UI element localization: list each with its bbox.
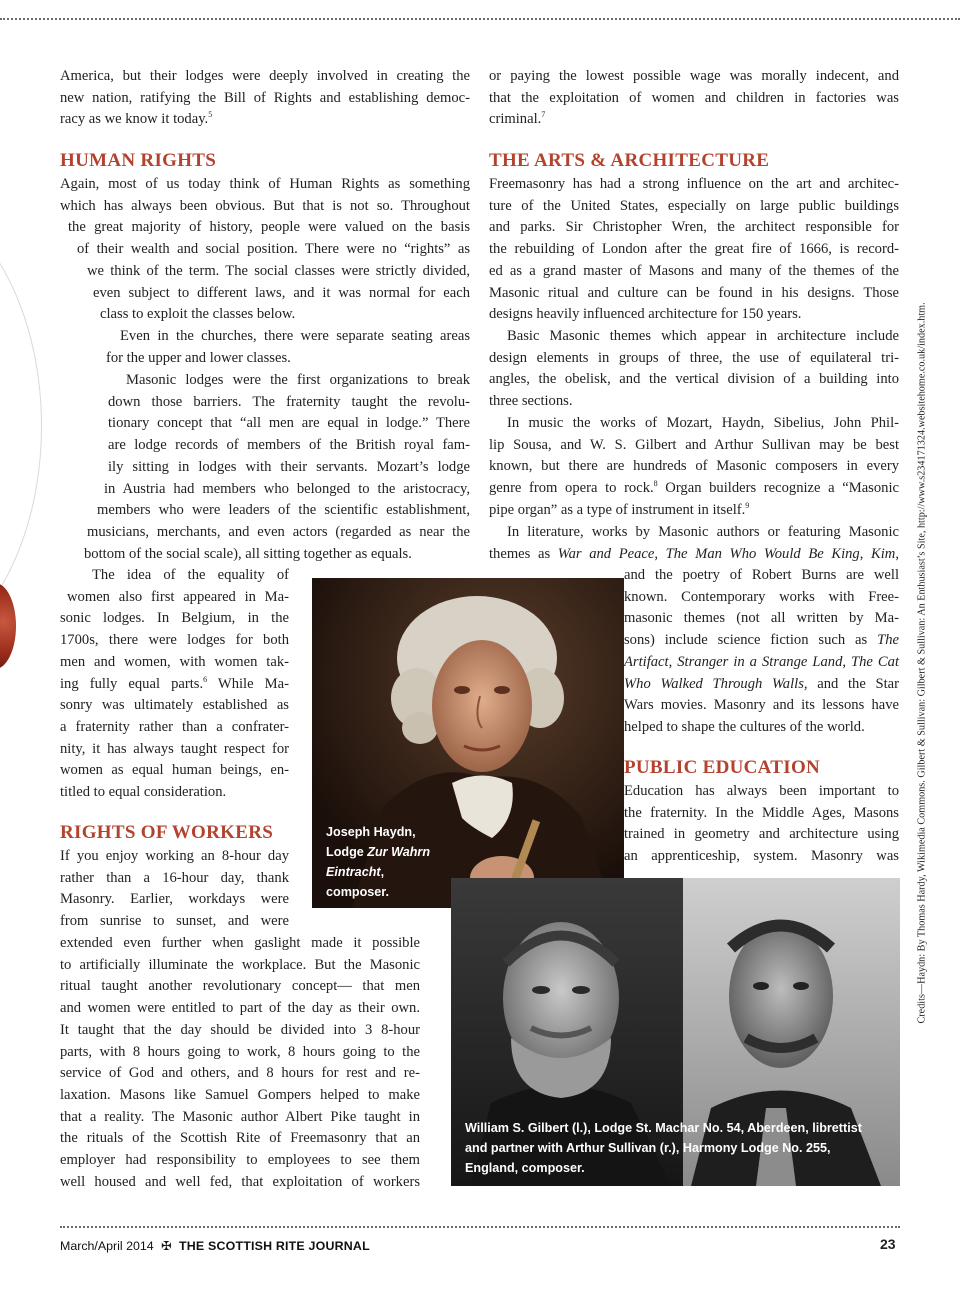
heading-human-rights: HUMAN RIGHTS bbox=[60, 150, 217, 171]
arts-paragraph-3: In music the works of Mozart, Haydn, Sibelius, John Phil- lip Sousa, and W. S. Gilbert and Arthur Sullivan may be best known, but there are hundreds of Masonic composers in every genre from opera to rock.$^8$ Organ builders recognize a “Masonic pipe organ” as a type of instrument in itself.$^9$ bbox=[489, 415, 899, 518]
human-rights-paragraph-1: Again, most of us today think of Human Rights as something which has always been obvious. But that is not so. Throughout the great majority of history, people were valued on the basis of their wealth and social position. There were no “rights” as we think of the term. The social classes were strictly divided, even subject to different laws, and it was normal for each class to exploit the classes below. bbox=[60, 176, 470, 323]
maltese-cross-icon: ✠ bbox=[161, 1239, 172, 1253]
decorative-red-orb bbox=[0, 583, 16, 669]
arts-paragraph-4-short: and the poetry of Robert Burns are well known. Contemporary works with Free- masonic themes (not all written by Ma- sons) include science fiction such as The Artifact, Stranger in a Strange Land, The Cat Who Walked Through Walls, and the Star Wars movies. Masonry and its lessons have helped to shape the cultures of the world. bbox=[624, 567, 900, 735]
human-rights-paragraph-2: Even in the churches, there were separate seating areas for the upper and lower classes. bbox=[106, 328, 470, 366]
education-paragraph: Education has always been important to the fraternity. In the Middle Ages, Masons trained in geometry and architecture using an apprenticeship, system. Masonry was bbox=[624, 783, 899, 865]
workers-paragraph-short: If you enjoy working an 8-hour day rather than a 16-hour day, thank Masonry. Earlier, workdays were from sunrise to sunset, and were bbox=[60, 848, 289, 930]
heading-rights-of-workers: RIGHTS OF WORKERS bbox=[60, 822, 274, 843]
footnote-ref: 9 bbox=[745, 500, 750, 510]
footer-journal-title: THE SCOTTISH RITE JOURNAL bbox=[178, 1239, 370, 1253]
heading-arts-architecture: THE ARTS & ARCHITECTURE bbox=[489, 150, 770, 171]
right-intro-paragraph: or paying the lowest possible wage was morally indecent, and that the exploitation of women and children in factories was criminal.$^7$ bbox=[489, 68, 899, 128]
footnote-ref: 6 bbox=[203, 674, 208, 684]
arts-paragraph-1: Freemasonry has had a strong influence on the art and architec- ture of the United States, especially on large public buildings and parks. Sir Christopher Wren, the architect responsible for the rebuilding of London after the great fire of 1666, is record- ed as a grand master of Masons and many of the themes of the Masonic ritual and culture can be found in his designs. Those designs heavily influenced architecture for 150 years. bbox=[489, 176, 899, 323]
gilbert-sullivan-caption: William S. Gilbert (l.), Lodge St. Machar No. 54, Aberdeen, librettist and partner with Arthur Sullivan (r.), Harmony Lodge No. 255, England, composer. bbox=[465, 1121, 862, 1175]
haydn-portrait-photo bbox=[312, 578, 624, 908]
haydn-caption: Joseph Haydn, Lodge Zur Wahrn Eintracht, composer. bbox=[326, 825, 431, 899]
top-dotted-rule bbox=[0, 18, 960, 20]
footer-issue: March/April 2014 bbox=[60, 1239, 154, 1253]
workers-paragraph-long: extended even further when gaslight made it possible to artificially illuminate the workplace. But the Masonic ritual taught another revolutionary concept— that men and women were entitled to part of the day as their own. It taught that the day should be divided into 3 8-hour parts, with 8 hours going to work, 8 hours going to the service of God and others, and 8 hours for rest and re- laxation. Masons like Samuel Gompers helped to make that a reality. The Masonic author Albert Pike taught in the rituals of the Scottish Rite of Freemasonry that an employer had responsibility to employees to see them well housed and well fed, that exploitation of workers bbox=[60, 935, 420, 1190]
photo-credits-text: Credits—Haydn: By Thomas Hardy, Wikimedia Commons. Gilbert & Sullivan: Gilbert & Sullivan: An Enthusiast’s Site, http://www.s234171324.websitehome.co.uk/index.htm. bbox=[916, 302, 928, 1024]
footer bbox=[60, 1238, 370, 1253]
heading-public-education: PUBLIC EDUCATION bbox=[624, 757, 821, 778]
footnote-ref: 5 bbox=[208, 110, 213, 120]
left-intro-paragraph: America, but their lodges were deeply involved in creating the new nation, ratifying the Bill of Rights and establishing democ- racy as we know it today.$^5$ bbox=[60, 68, 470, 128]
human-rights-paragraph-4: The idea of the equality of women also first appeared in Ma- sonic lodges. In Belgium, in the 1700s, there were lodges for both men and women, with women tak- ing fully equal parts.$^6$ While Ma- sonry was ultimately established as a fraternity rather than a confrater- nity, it has always taught respect for women as equal human beings, en- titled to equal consideration. bbox=[60, 567, 289, 801]
bottom-dotted-rule bbox=[60, 1226, 900, 1228]
footnote-ref: 8 bbox=[653, 479, 658, 489]
gilbert-sullivan-photo bbox=[451, 878, 900, 1186]
arts-paragraph-2: Basic Masonic themes which appear in architecture include design elements in groups of three, the use of equilateral tri- angles, the obelisk, and the vertical division of a building into three sections. bbox=[489, 328, 899, 410]
page-number: 23 bbox=[880, 1236, 896, 1252]
footnote-ref: 7 bbox=[541, 110, 546, 120]
human-rights-paragraph-3: Masonic lodges were the first organizations to break down those barriers. The fraternity taught the revolu- tionary concept that “all men are equal in lodge.” There are lodge records of members of the British royal fam- ily sitting in lodges with their servants. Mozart’s lodge in Austria had members who belonged to the aristocracy, members who were leaders of the scientific establishment, musicians, merchants, and even actors (regarded as near the bottom of the social scale), all sitting together as equals. bbox=[84, 372, 470, 562]
arts-paragraph-4-top: In literature, works by Masonic authors or featuring Masonic themes as War and Peace, The Man Who Would Be King, Kim, bbox=[489, 524, 899, 562]
